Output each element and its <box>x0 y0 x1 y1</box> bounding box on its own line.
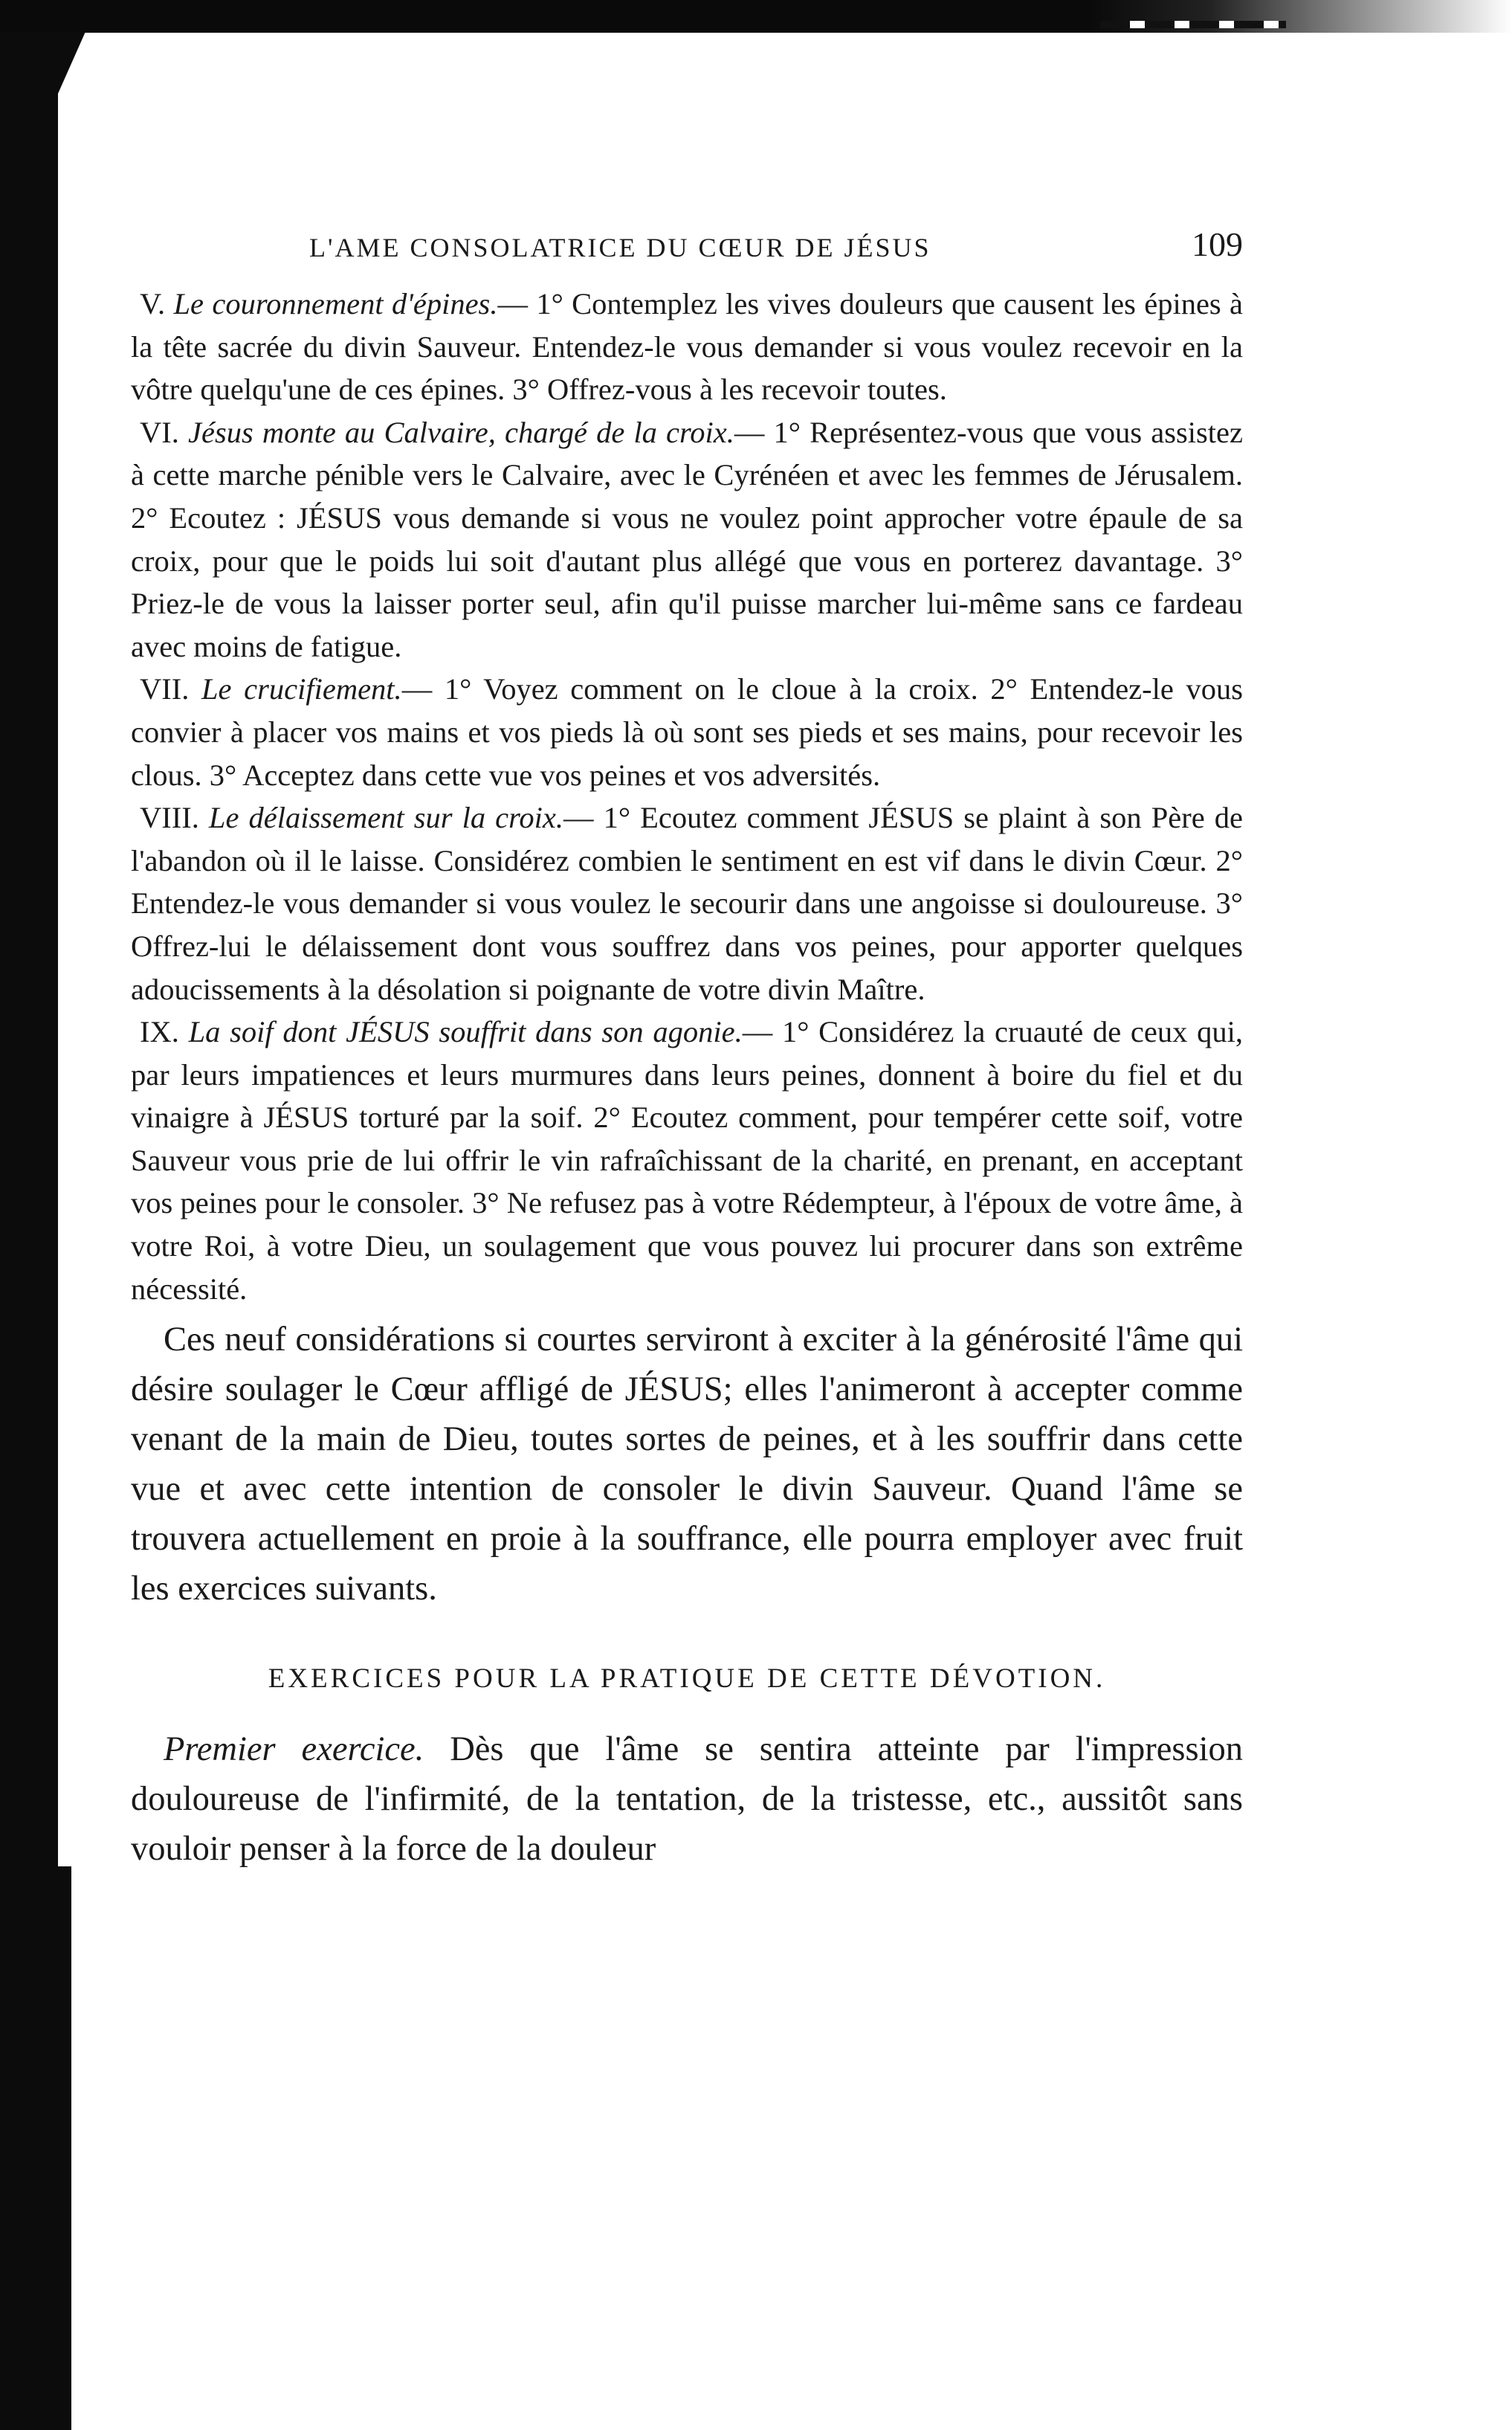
item-number: VIII. <box>140 801 199 835</box>
item-title: Le délaissement sur la croix. <box>208 801 564 835</box>
summary-paragraph: Ces neuf considérations si courtes serviront à exciter à la générosité l'âme qui désire soulager le Cœur affligé de JÉSUS; elles l'animeront à accepter comme venant de la main de Dieu, toutes sortes de peines, et à les souffrir dans cette vue et avec cette intention de consoler le divin Sauveur. Quand l'âme se trouvera actuellement en proie à la souffrance, elle pourra employer avec fruit les exercices suivants. <box>131 1321 1243 1608</box>
item-title: La soif dont JÉSUS souffrit dans son agonie. <box>188 1015 743 1049</box>
item-number: VI. <box>140 415 179 449</box>
exercise-title: Premier exercice. <box>164 1730 424 1769</box>
item-number: V. <box>140 287 166 320</box>
running-head <box>131 223 1243 283</box>
running-title: L'AME CONSOLATRICE DU CŒUR DE JÉSUS <box>309 233 931 262</box>
item-number: IX. <box>140 1015 179 1049</box>
item-text: — 1° Contemplez les vives douleurs que causent les épines à la tête sacrée du divin Sauveur. Entendez-le vous demander si vous voulez recevoir en la vôtre quelqu'une de ces épines. 3° Offrez-vous à les recevoir toutes. <box>131 287 1244 407</box>
item-text: — 1° Considérez la cruauté de ceux qui, par leurs impatiences et leurs murmures dans leurs peines, donnent à boire du fiel et du vinaigre à JÉSUS torturé par la soif. 2° Ecoutez comment, pour tempérer cette soif, votre Sauveur vous prie de lui offrir le vin rafraîchissant de la charité, en prenant, en acceptant vos peines pour le consoler. 3° Ne refusez pas à votre Rédempteur, à l'époux de votre âme, à votre Roi, à votre Dieu, un soulagement que vous pouvez lui procurer dans son extrême nécessité. <box>131 1015 1244 1306</box>
scan-top-edge-tail <box>1100 21 1286 28</box>
item-title: Le couronnement d'épines. <box>173 287 498 320</box>
meditation-item-8 <box>131 796 1243 1011</box>
meditation-item-5 <box>131 283 1243 411</box>
book-page <box>131 223 1243 1874</box>
section-heading: EXERCICES POUR LA PRATIQUE DE CETTE DÉVOTION. <box>268 1663 1106 1695</box>
page-number: 109 <box>1192 225 1243 263</box>
scan-left-edge-notch <box>58 33 88 100</box>
item-title: Le crucifiement. <box>201 672 402 706</box>
exercise-text: Dès que l'âme se sentira atteinte par l'impression douloureuse de l'infirmité, de la tentation, de la tristesse, etc., aussitôt sans vouloir penser à la force de la douleur <box>131 1730 1244 1869</box>
meditation-item-6 <box>131 411 1243 668</box>
meditation-item-9 <box>131 1011 1243 1310</box>
item-text: — 1° Voyez comment on le cloue à la croix. 2° Entendez-le vous convier à placer vos mains et vos pieds là où sont ses pieds et ses mains, pour recevoir les clous. 3° Acceptez dans cette vue vos peines et vos adversités. <box>131 672 1244 792</box>
item-text: — 1° Représentez-vous que vous assistez à cette marche pénible vers le Calvaire, avec le Cyrénéen et avec les femmes de Jérusalem. 2° Ecoutez : JÉSUS vous demande si vous ne voulez point approcher votre épaule de sa croix, pour que le poids lui soit d'autant plus allégé que vous en porterez davantage. 3° Priez-le de vous la laisser porter seul, afin qu'il puisse marcher lui-même sans ce fardeau avec moins de fatigue. <box>131 415 1244 663</box>
scan-left-edge-lower <box>45 1866 71 2430</box>
first-exercise-paragraph <box>131 1724 1243 1874</box>
item-title: Jésus monte au Calvaire, chargé de la croix. <box>188 415 734 449</box>
item-number: VII. <box>140 672 190 706</box>
meditation-item-7 <box>131 668 1243 796</box>
item-text: — 1° Ecoutez comment JÉSUS se plaint à son Père de l'abandon où il le laisse. Considérez combien le sentiment en est vif dans le divin Cœur. 2° Entendez-le vous demander si vous voulez le secourir dans une angoisse si douloureuse. 3° Offrez-lui le délaissement dont vous souffrez dans vos peines, pour apporter quelques adoucissements à la désolation si poignante de votre divin Maître. <box>131 801 1244 1006</box>
